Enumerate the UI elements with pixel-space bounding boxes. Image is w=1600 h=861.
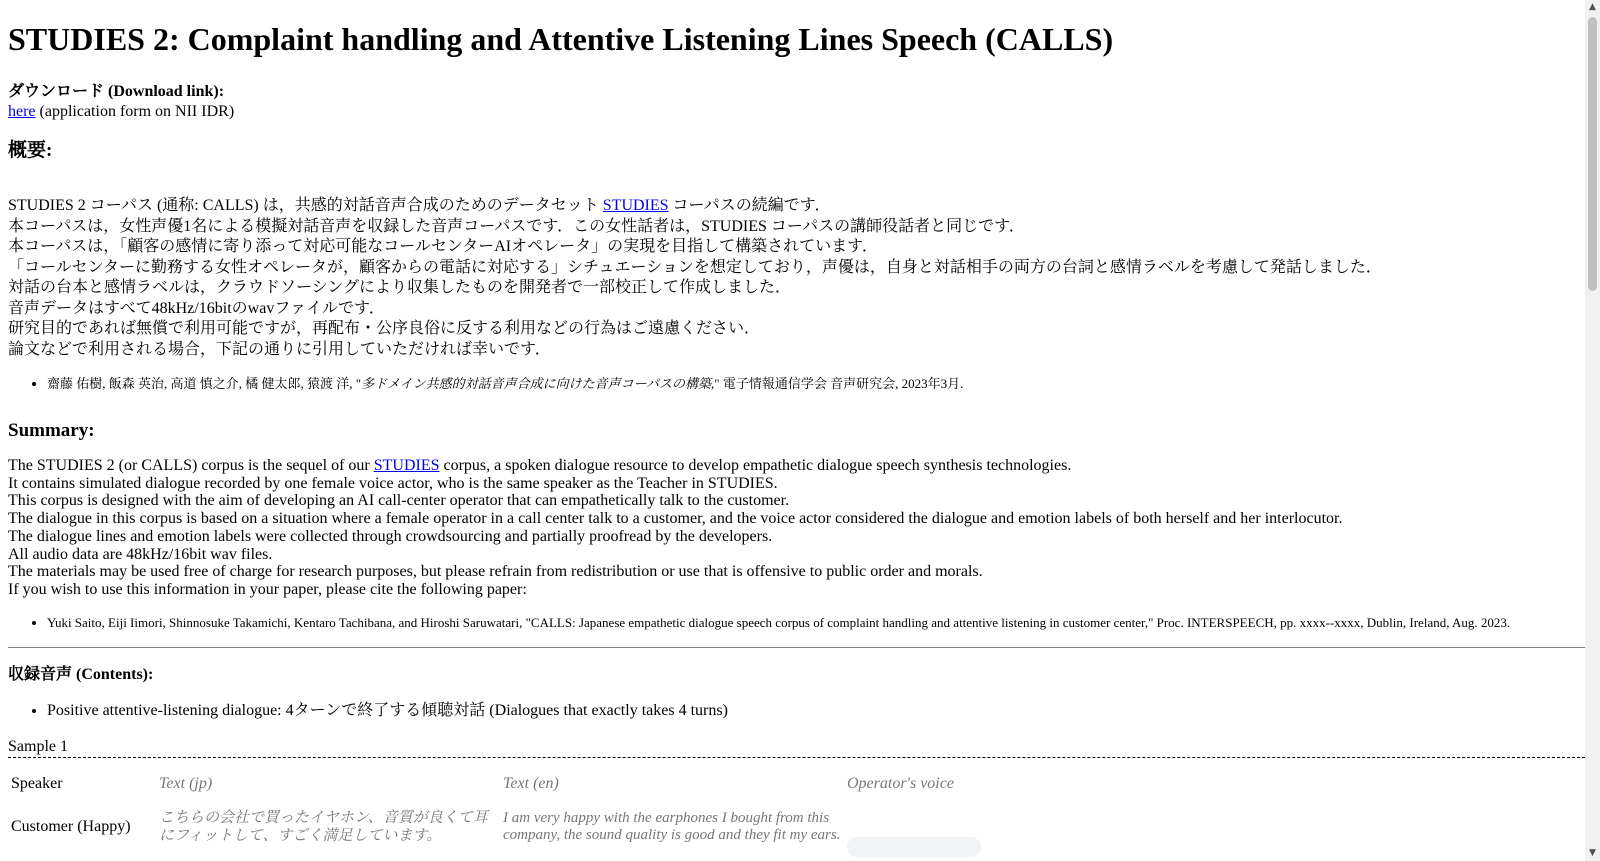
studies-link-en[interactable]: STUDIES (373, 457, 440, 474)
download-heading: ダウンロード (Download link): (8, 83, 225, 100)
row-text-jp: こちらの会社で買ったイヤホン、音質が良くて耳にフィットして、すごく満足しています。 (159, 809, 488, 844)
overview-heading: 概要: (8, 140, 53, 161)
page-content (8, 0, 1585, 860)
summary-paragraph (8, 457, 1585, 599)
sample-header-row (10, 774, 982, 794)
summary-line: The dialogue in this corpus is based on a situation where a female operator in a call center talk to a customer, and the voice actor considered the dialogue and emotion labels of both herself and her interlocutor. (8, 510, 1343, 528)
page-title: STUDIES 2: Complaint handling and Attentive Listening Lines Speech (CALLS) (8, 21, 1114, 57)
header-speaker: Speaker (11, 774, 63, 792)
download-line (8, 102, 1585, 122)
header-text-jp: Text (jp) (159, 774, 213, 792)
sample-caption: Sample 1 (8, 737, 1585, 758)
row-operator-voice-cell (846, 796, 982, 858)
row-speaker: Customer (Happy) (11, 817, 131, 835)
overview-paragraph (8, 196, 1585, 360)
overview-line-1-before: STUDIES 2 コーパス (通称: CALLS) は，共感的対話音声合成のためのデータセット (8, 197, 603, 214)
overview-line: 論文などで利用される場合，下記の通りに引用していただければ幸いです． (8, 340, 551, 358)
summary-line-1-before: The STUDIES 2 (or CALLS) corpus is the sequel of our (8, 457, 374, 474)
studies-link-jp[interactable]: STUDIES (602, 197, 669, 214)
summary-line: The materials may be used free of charge for research purposes, but please refrain from redistribution or use that is offensive to public order and morals. (8, 563, 983, 581)
summary-line: All audio data are 48kHz/16bit wav files. (8, 545, 273, 563)
header-operator-voice: Operator's voice (847, 774, 954, 792)
summary-line: If you wish to use this information in your paper, please cite the following paper: (8, 580, 527, 598)
summary-line: It contains simulated dialogue recorded by one female voice actor, who is the same speaker as the Teacher in STUDIES. (8, 474, 778, 492)
en-citation-list (8, 613, 1585, 633)
overview-line: 対話の台本と感情ラベルは，クラウドソーシングにより収集したものを開発者で一部校正して作成しました． (8, 279, 791, 296)
contents-item: • Positive attentive-listening dialogue: 4ターンで終了する傾聴対話 (Dialogues that exactly takes 4 turns) (47, 701, 1585, 721)
sample-table (8, 772, 984, 860)
jp-citation-list (8, 374, 1585, 394)
summary-heading: Summary: (8, 420, 95, 441)
summary-line-1-after: corpus, a spoken dialogue resource to develop empathetic dialogue speech synthesis technologies. (439, 457, 1072, 474)
download-here-link[interactable]: here (8, 103, 36, 120)
overview-line: 本コーパスは，女性声優1名による模擬対話音声を収録した音声コーパスです．この女性話者は，STUDIES コーパスの講師役話者と同じです． (8, 217, 1025, 235)
overview-line: 本コーパスは，「顧客の感情に寄り添って対応可能なコールセンターAIオペレータ」の実現を目指して構築されています． (8, 238, 878, 255)
scrollbar-thumb[interactable] (1588, 17, 1597, 291)
scroll-up-arrow-icon[interactable]: ▲ (1589, 2, 1596, 12)
jp-citation-title: 多ドメイン共感的対話音声合成に向けた音声コーパスの構築, (361, 376, 715, 391)
row-text-en: I am very happy with the earphones I bought from this company, the sound quality is good and they fit my ears. (503, 809, 841, 843)
overview-line: 「コールセンターに勤務する女性オペレータが，顧客からの電話に対応する」シチュエーションを想定しており，声優は，自身と対話相手の両方の台詞と感情ラベルを考慮して発話しました． (8, 258, 1382, 276)
overview-line: 研究目的であれば無償で利用可能ですが，再配布・公序良俗に反する利用などの行為はご遠慮ください． (8, 320, 761, 337)
summary-line: This corpus is designed with the aim of developing an AI call-center operator that can empathetically talk to the customer. (8, 492, 790, 510)
jp-citation-venue: " 電子情報通信学会 音声研究会, 2023年3月. (714, 376, 964, 391)
vertical-scrollbar[interactable] (1585, 0, 1600, 861)
sample-row (10, 796, 982, 858)
jp-citation-authors: 齋藤 佑樹, 飯森 英治, 高道 慎之介, 橘 健太郎, 猿渡 洋, " (47, 376, 362, 391)
jp-citation (47, 374, 1585, 394)
contents-heading: 収録音声 (Contents): (8, 665, 154, 683)
scroll-down-arrow-icon[interactable]: ▼ (1589, 848, 1596, 858)
en-citation: • Yuki Saito, Eiji Iimori, Shinnosuke Takamichi, Kentaro Tachibana, and Hiroshi Saruwatari, "CALLS: Japanese empathetic dialogue speech corpus of complaint handling and attentive listening in customer center," Proc. INTERSPEECH, pp. xxxx--xxxx, Dublin, Ireland, Aug. 2023. (47, 613, 1585, 633)
overview-line-1-after: コーパスの続編です． (668, 197, 831, 214)
overview-line: 音声データはすべて48kHz/16bitのwavファイルです． (8, 299, 385, 317)
divider (8, 647, 1585, 648)
audio-player[interactable] (847, 837, 981, 857)
header-text-en: Text (en) (503, 774, 559, 792)
summary-line: The dialogue lines and emotion labels were collected through crowdsourcing and partially proofread by the developers. (8, 527, 773, 545)
download-link-note: (application form on NII IDR) (35, 103, 235, 120)
contents-list (8, 701, 1585, 721)
